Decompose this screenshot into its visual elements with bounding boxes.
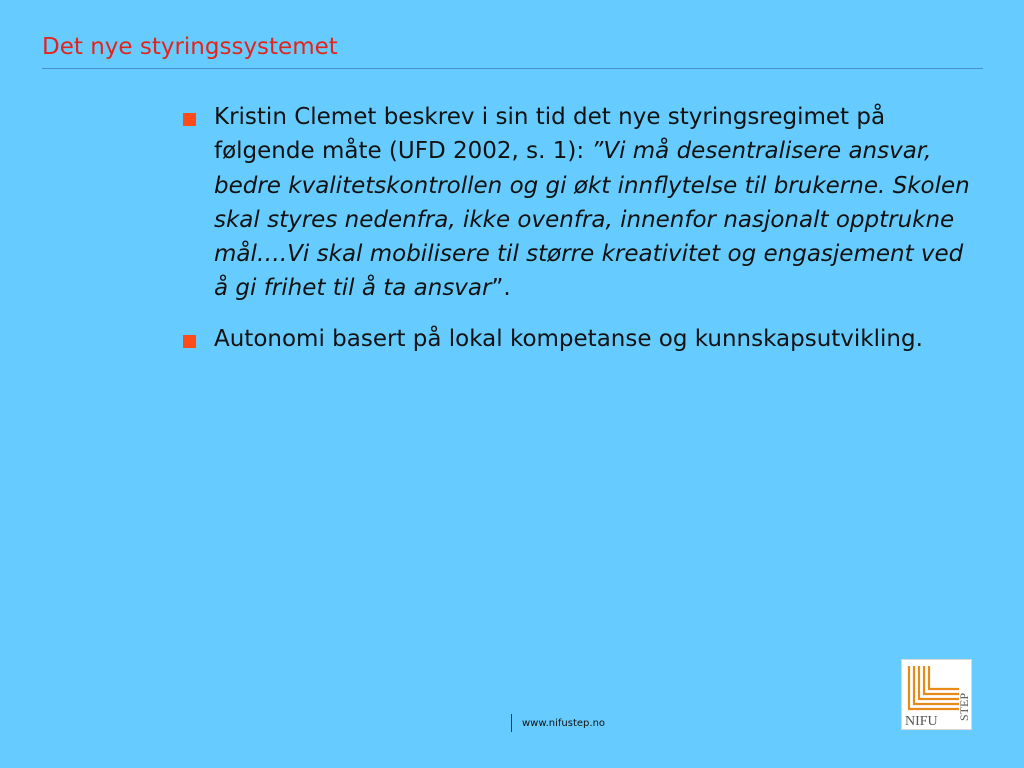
footer-url: www.nifustep.no <box>522 718 606 729</box>
bullet-quote-close: ”. <box>491 275 511 302</box>
bullet-lead-text: Kristin Clemet beskrev i sin tid det nye styringsregimet på følgende måte (UFD 2002, s. 1): <box>214 104 886 165</box>
square-bullet-icon <box>183 335 196 348</box>
nifu-step-logo-icon <box>902 660 971 729</box>
bullet-quote-text: ”Vi må desentralisere ansvar, bedre kvalitetskontrollen og gi økt innflytelse til brukerne. Skolen skal styres nedenfra, ikke ovenfra, innenfor nasjonalt opptrukne mål….Vi skal mobilisere til større kreativitet og engasjement ved å gi frihet til å ta ansvar <box>214 138 970 302</box>
bullet-item-autonomy <box>181 322 971 356</box>
bullet-item-clemet-quote <box>181 100 971 306</box>
logo-word-nifu: NIFU <box>905 714 938 729</box>
title-divider <box>42 68 983 69</box>
bullet-list <box>181 100 971 372</box>
bullet-text: Autonomi basert på lokal kompetanse og kunnskapsutvikling. <box>214 325 923 352</box>
footer-divider <box>511 714 512 732</box>
nifu-step-logo <box>901 659 972 730</box>
slide-title: Det nye styringssystemet <box>42 34 338 60</box>
logo-word-step: STEP <box>957 692 971 721</box>
square-bullet-icon <box>183 113 196 126</box>
